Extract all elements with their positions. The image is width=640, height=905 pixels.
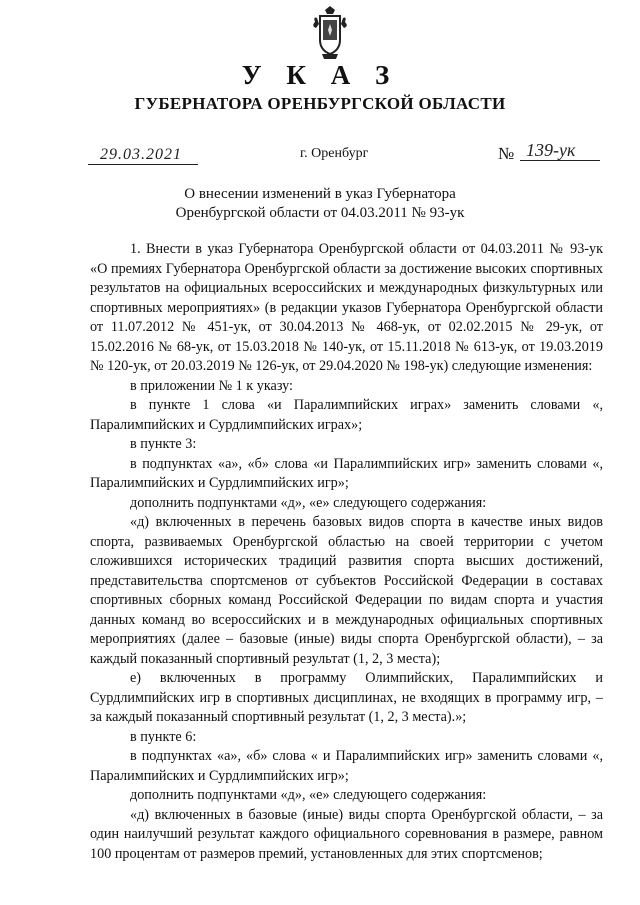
document-title: У К А З (241, 60, 399, 90)
paragraph: в подпунктах «а», «б» слова « и Паралимпийских игр» заменить словами «, Паралимпийских и Сурдлимпийских игр»; (90, 748, 603, 784)
paragraph: 1. Внести в указ Губернатора Оренбургской области от 04.03.2011 № 93-ук «О премиях Губернатора Оренбургской области за достижение высоких спортивных результатов на официальных всероссийских и международных физкультурных или спортивных мероприятиях» (в редакции указов Губернатора Оренбургской области от 11.07.2012 № 451-ук, от 30.04.2013 № 468-ук, от 02.02.2015 № 29-ук, от 15.02.2016 № 68-ук, от 15.03.2018 № 140-ук, от 15.11.2018 № 613-ук, от 19.03.2019 № 120-ук, от 20.03.2019 № 126-ук, от 29.04.2020 № 198-ук) следующие изменения: (90, 241, 603, 374)
date-underline (88, 164, 198, 165)
document-date: 29.03.2021 (100, 146, 182, 163)
paragraph: е) включенных в программу Олимпийских, Паралимпийских и Сурдлимпийских игр в спортивных дисциплинах, не входящих в программу игр, – за каждый показанный спортивный результат (1, 2, 3 места).»; (90, 670, 603, 725)
paragraph: в пункте 6: (130, 728, 197, 745)
document-city: г. Оренбург (300, 146, 369, 161)
issuer-title: ГУБЕРНАТОРА ОРЕНБУРГСКОЙ ОБЛАСТИ (134, 94, 506, 113)
paragraph: в приложении № 1 к указу: (130, 377, 293, 394)
number-sign: № (498, 144, 515, 163)
document-number: 139-ук (526, 140, 576, 160)
paragraph: в пункте 1 слова «и Паралимпийских играх» заменить словами «, Паралимпийских и Сурдлимпийских играх»; (90, 397, 603, 433)
document-subject (0, 185, 640, 223)
coat-of-arms-icon (311, 6, 349, 60)
paragraph: в пункте 3: (130, 436, 197, 452)
subject-line: О внесении изменений в указ Губернатора (184, 186, 456, 202)
paragraph: в подпунктах «а», «б» слова «и Паралимпийских игр» заменить словами «, Паралимпийских и Сурдлимпийских игр»; (90, 455, 603, 491)
document-body (90, 240, 603, 864)
subject-line: Оренбургской области от 04.03.2011 № 93-ук (175, 205, 465, 221)
paragraph: «д) включенных в перечень базовых видов спорта в качестве иных видов спорта, развиваемых Оренбургской областью на своей территории с учетом сложившихся исторических традиций развития спорта высших достижений, представительства спортсменов от субъектов Российской Федерации в составах спортивных сборных команд Российской Федерации по видам спорта и участия данных команд во всероссийских и в международных официальных спортивных мероприятиях (далее – базовые (иные) виды спорта Оренбургской области), – за каждый показанный спортивный результат (1, 2, 3 места); (90, 514, 603, 667)
paragraph: дополнить подпунктами «д», «е» следующего содержания: (130, 494, 487, 511)
paragraph: «д) включенных в базовые (иные) виды спорта Оренбургской области, – за один наилучший результат каждого официального соревнования в размере, равном 100 процентам от размеров премий, установленных для этих спортсменов; (90, 806, 603, 862)
number-underline (520, 160, 600, 161)
paragraph: дополнить подпунктами «д», «е» следующего содержания: (130, 787, 487, 803)
